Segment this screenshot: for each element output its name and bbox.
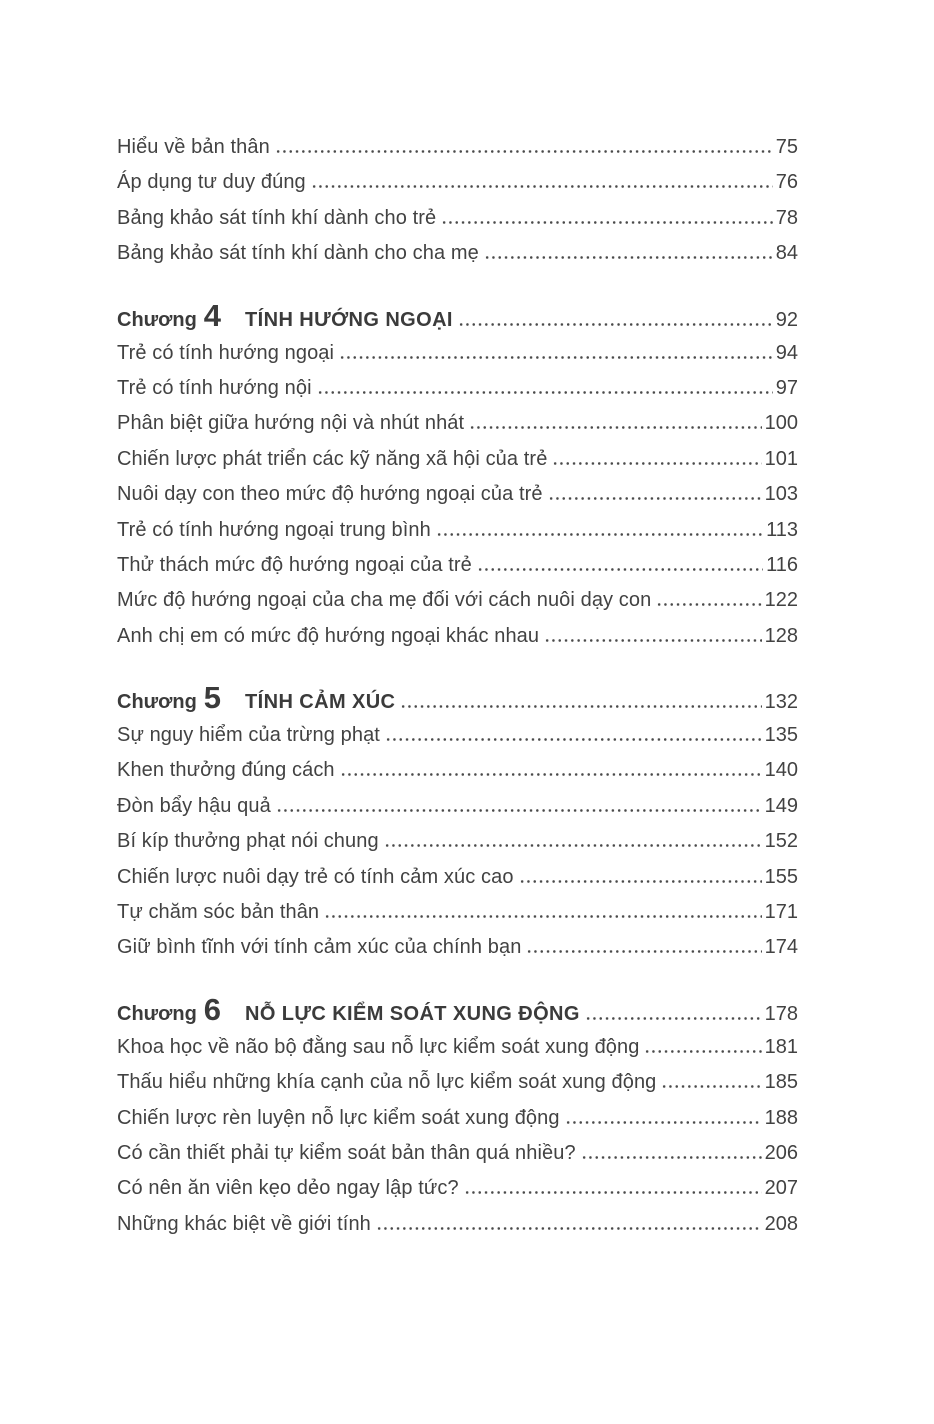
page-number: 135 (764, 724, 798, 747)
toc-entry (117, 165, 798, 200)
entry-title: Chiến lược nuôi dạy trẻ có tính cảm xúc cao (117, 865, 514, 888)
dot-leader (469, 426, 761, 429)
chapter-number: 4 (203, 297, 222, 333)
entry-title: Chiến lược phát triển các kỹ năng xã hội của trẻ (117, 447, 548, 470)
page-number: 128 (764, 624, 798, 647)
dot-leader (317, 391, 773, 394)
entry-title: Áp dụng tư duy đúng (117, 171, 306, 194)
page-number: 97 (775, 376, 798, 399)
entry-title: Nuôi dạy con theo mức độ hướng ngoại của trẻ (117, 483, 543, 506)
page-number: 174 (764, 936, 798, 959)
dot-leader (339, 356, 773, 359)
dot-leader (548, 497, 762, 500)
chapter-label: Chương (117, 308, 197, 331)
toc-entry (117, 1136, 798, 1171)
chapter-heading (117, 989, 798, 1030)
chapter-number: 6 (203, 991, 222, 1027)
entry-title: Thử thách mức độ hướng ngoại của trẻ (117, 553, 472, 576)
page-number: 208 (764, 1212, 798, 1235)
page-number: 122 (764, 589, 798, 612)
dot-leader (544, 639, 762, 642)
dot-leader (385, 738, 762, 741)
page-number: 155 (764, 865, 798, 888)
toc-entry (117, 1101, 798, 1136)
page-number: 92 (775, 308, 798, 331)
entry-title: Chiến lược rèn luyện nỗ lực kiểm soát xung động (117, 1106, 560, 1129)
page-number: 152 (764, 830, 798, 853)
entry-title: Giữ bình tĩnh với tính cảm xúc của chính bạn (117, 936, 522, 959)
page-number: 178 (764, 1002, 798, 1025)
page-number: 132 (764, 691, 798, 714)
dot-leader (384, 844, 762, 847)
entry-title: Có cần thiết phải tự kiểm soát bản thân quá nhiều? (117, 1141, 576, 1164)
page-number: 101 (764, 447, 798, 470)
dot-leader (275, 150, 773, 153)
entry-title: Khen thưởng đúng cách (117, 759, 335, 782)
toc-entry (117, 583, 798, 618)
entry-title: Đòn bẩy hậu quả (117, 794, 271, 817)
dot-leader (581, 1156, 762, 1159)
toc-entry (117, 477, 798, 512)
dot-leader (644, 1050, 761, 1053)
dot-leader (376, 1227, 762, 1230)
dot-leader (340, 773, 762, 776)
toc-entry (117, 130, 798, 165)
entry-title: Trẻ có tính hướng ngoại (117, 341, 335, 364)
chapter-title: TÍNH HƯỚNG NGOẠI (245, 308, 453, 331)
dot-leader (400, 705, 761, 708)
chapter-title: TÍNH CẢM XÚC (245, 691, 396, 714)
page-number: 140 (764, 759, 798, 782)
toc-entry (117, 1065, 798, 1100)
entry-title: Anh chị em có mức độ hướng ngoại khác nhau (117, 624, 540, 647)
dot-leader (441, 221, 772, 224)
dot-leader (311, 185, 773, 188)
page-number: 100 (764, 412, 798, 435)
dot-leader (464, 1191, 762, 1194)
toc-entry (117, 895, 798, 930)
dot-leader (324, 915, 761, 918)
toc-entry (117, 236, 798, 271)
entry-title: Sự nguy hiểm của trừng phạt (117, 724, 380, 747)
page-number: 84 (775, 242, 798, 265)
dot-leader (526, 950, 761, 953)
dot-leader (519, 880, 762, 883)
page-number: 188 (764, 1106, 798, 1129)
toc-entry (117, 371, 798, 406)
toc-entry (117, 718, 798, 753)
dot-leader (656, 603, 761, 606)
chapter-title: NỖ LỰC KIỂM SOÁT XUNG ĐỘNG (245, 1002, 580, 1025)
dot-leader (565, 1121, 762, 1124)
entry-title: Trẻ có tính hướng ngoại trung bình (117, 518, 431, 541)
entry-title: Mức độ hướng ngoại của cha mẹ đối với cách nuôi dạy con (117, 589, 652, 612)
dot-leader (552, 462, 761, 465)
dot-leader (661, 1085, 761, 1088)
entry-title: Thấu hiểu những khía cạnh của nỗ lực kiểm soát xung động (117, 1071, 657, 1094)
toc-entry (117, 406, 798, 441)
entry-title: Phân biệt giữa hướng nội và nhút nhát (117, 412, 465, 435)
toc-entry (117, 513, 798, 548)
toc-entry (117, 336, 798, 371)
toc-entry (117, 753, 798, 788)
page-number: 171 (764, 901, 798, 924)
entry-title: Bảng khảo sát tính khí dành cho trẻ (117, 206, 437, 229)
page-number: 103 (764, 483, 798, 506)
toc-entry (117, 548, 798, 583)
entry-title: Tự chăm sóc bản thân (117, 901, 320, 924)
page-number: 181 (764, 1035, 798, 1058)
dot-leader (458, 323, 773, 326)
toc-entry (117, 860, 798, 895)
chapter-heading (117, 677, 798, 718)
entry-title: Bảng khảo sát tính khí dành cho cha mẹ (117, 242, 479, 265)
chapter-heading (117, 295, 798, 336)
toc-entry (117, 619, 798, 654)
page-number: 76 (775, 171, 798, 194)
entry-title: Bí kíp thưởng phạt nói chung (117, 830, 379, 853)
chapter-label: Chương (117, 691, 197, 714)
toc-entry (117, 789, 798, 824)
toc-entry (117, 1171, 798, 1206)
dot-leader (477, 568, 763, 571)
page-number: 75 (775, 136, 798, 158)
chapter-label: Chương (117, 1002, 197, 1025)
toc-entry (117, 442, 798, 477)
toc-entry (117, 1207, 798, 1242)
toc-entry (117, 930, 798, 965)
page-number: 206 (764, 1141, 798, 1164)
entry-title: Những khác biệt về giới tính (117, 1212, 371, 1235)
dot-leader (585, 1017, 762, 1020)
page-number: 94 (775, 341, 798, 364)
page-number: 116 (766, 553, 798, 576)
page-number: 113 (766, 518, 798, 541)
entry-title: Khoa học về não bộ đằng sau nỗ lực kiểm soát xung động (117, 1035, 640, 1058)
toc-list (117, 130, 798, 1242)
entry-title: Trẻ có tính hướng nội (117, 376, 312, 399)
page-number: 149 (764, 794, 798, 817)
chapter-number: 5 (203, 680, 222, 716)
dot-leader (484, 256, 773, 259)
toc-entry (117, 1030, 798, 1065)
dot-leader (436, 533, 763, 536)
toc-entry (117, 824, 798, 859)
entry-title: Hiểu về bản thân (117, 136, 270, 158)
page-number: 207 (764, 1177, 798, 1200)
page-number: 78 (775, 206, 798, 229)
page-number: 185 (764, 1071, 798, 1094)
entry-title: Có nên ăn viên kẹo dẻo ngay lập tức? (117, 1177, 459, 1200)
dot-leader (276, 809, 762, 812)
toc-entry (117, 201, 798, 236)
